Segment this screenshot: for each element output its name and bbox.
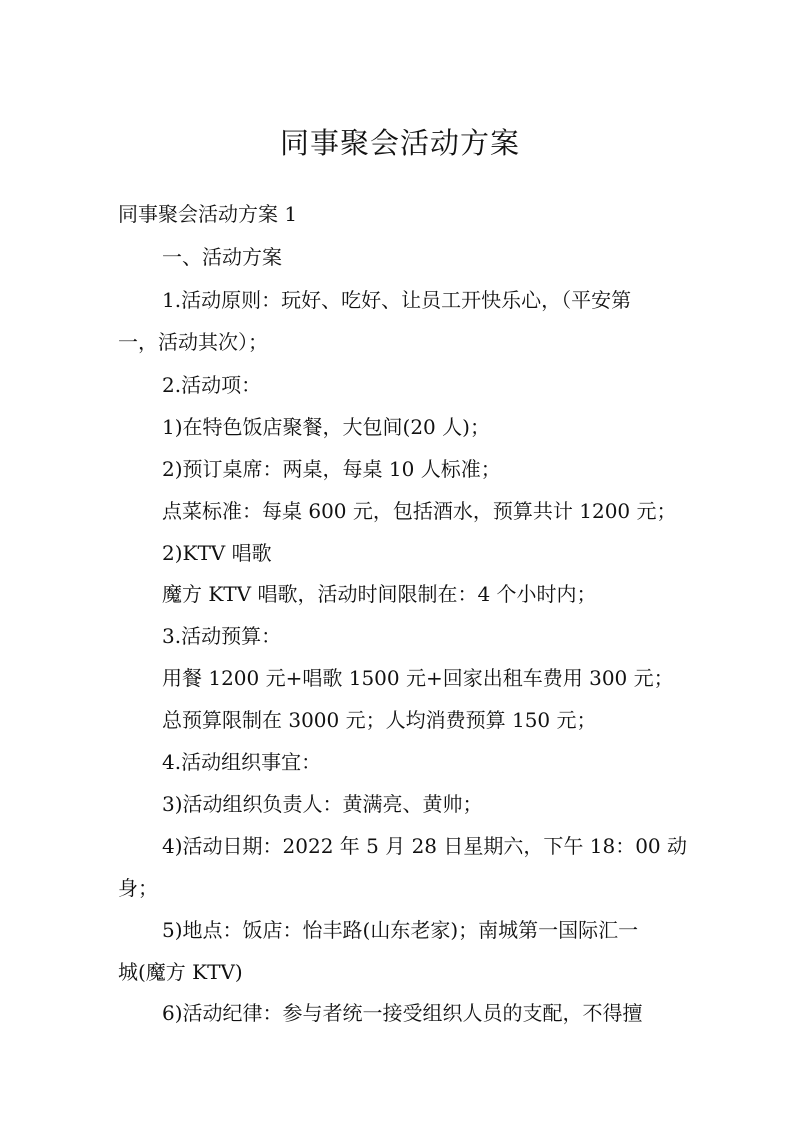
text-line-5: 2.活动项： [162,373,262,397]
text-line-18: 5)地点：饭店：怡丰路(山东老家)；南城第一国际汇一 [162,918,639,942]
text-line-4: 一，活动其次）； [118,330,268,354]
text-line-11: 3.活动预算： [162,624,282,648]
text-line-17: 身； [118,876,158,900]
text-line-14: 4.活动组织事宜： [162,750,322,774]
text-line-7: 2)预订桌席：两桌，每桌 10 人标准； [162,457,501,481]
text-line-8: 点菜标准：每桌 600 元，包括酒水，预算共计 1200 元； [162,499,677,523]
text-line-2: 一、活动方案 [162,245,282,269]
document-title: 同事聚会活动方案 [279,126,520,160]
text-line-10: 魔方 KTV 唱歌，活动时间限制在：4 个小时内； [162,582,597,606]
text-line-9: 2)KTV 唱歌 [162,541,272,565]
text-line-6: 1)在特色饭店聚餐，大包间(20 人)； [162,415,490,439]
text-line-19: 城(魔方 KTV) [118,960,243,984]
text-line-16: 4)活动日期：2022 年 5 月 28 日星期六，下午 18：00 动 [162,834,687,858]
text-line-1: 同事聚会活动方案 1 [118,202,298,226]
text-line-3: 1.活动原则：玩好、吃好、让员工开快乐心，（平安第 [162,288,632,312]
text-line-20: 6)活动纪律：参与者统一接受组织人员的支配，不得擅 [162,1001,643,1025]
text-line-13: 总预算限制在 3000 元；人均消费预算 150 元； [162,708,597,732]
text-line-12: 用餐 1200 元+唱歌 1500 元+回家出租车费用 300 元； [162,666,674,690]
text-line-15: 3)活动组织负责人：黄满亮、黄帅； [162,792,483,816]
